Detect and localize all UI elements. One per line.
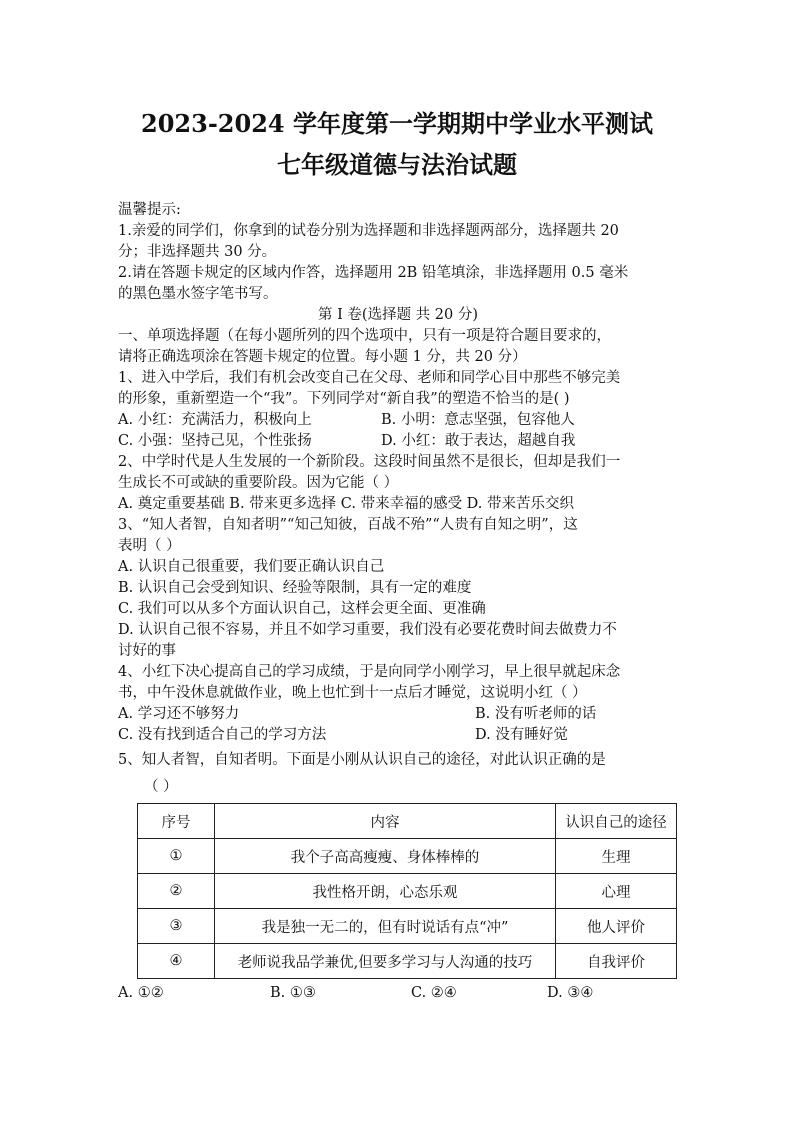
table-cell: 他人评价 <box>556 909 677 944</box>
table-row <box>138 909 677 944</box>
question-1-options <box>118 431 678 452</box>
question-4-options <box>118 704 678 725</box>
question-1-text: 的形象，重新塑造一个“我”。下列同学对“新自我”的塑造不恰当的是( ) <box>118 391 570 407</box>
option-a: A. 认识自己很重要，我们要正确认识自己 <box>118 559 385 575</box>
option-d: D. 没有睡好觉 <box>475 727 568 743</box>
option-b: B. 小明：意志坚强，包容他人 <box>381 412 575 428</box>
table-cell: 自我评价 <box>556 944 677 979</box>
question-5-text: 5、知人者智，自知者明。下面是小刚从认识自己的途径，对此认识正确的是 <box>118 752 606 768</box>
table-row <box>138 874 677 909</box>
section-instruction: 一、单项选择题（在每小题所列的四个选项中，只有一项是符合题目要求的， <box>118 328 611 344</box>
tips-line: 2.请在答题卡规定的区域内作答，选择题用 2B 铅笔填涂，非选择题用 0.5 毫米 <box>118 265 629 281</box>
table-header-cell: 认识自己的途径 <box>556 804 677 839</box>
option-d: D. ③④ <box>547 985 594 1001</box>
tips-heading: 温馨提示: <box>118 202 181 218</box>
exam-title: 2023-2024 学年度第一学期期中学业水平测试 <box>141 109 653 138</box>
tips-line: 1.亲爱的同学们，你拿到的试卷分别为选择题和非选择题两部分，选择题共 20 <box>118 223 619 239</box>
table-cell: ④ <box>138 944 215 979</box>
question-2-options: A. 奠定重要基础 B. 带来更多选择 C. 带来幸福的感受 D. 带来苦乐交织 <box>118 496 575 512</box>
question-5-options <box>118 985 678 1001</box>
table-cell: 老师说我品学兼优,但要多学习与人沟通的技巧 <box>215 944 556 979</box>
option-a: A. 小红：充满活力，积极向上 <box>118 412 312 428</box>
option-c: C. 没有找到适合自己的学习方法 <box>118 727 327 743</box>
question-4-options <box>118 725 678 746</box>
option-a: A. ①② <box>118 985 164 1001</box>
table-cell: 心理 <box>556 874 677 909</box>
option-b: B. 没有听老师的话 <box>475 706 597 722</box>
table-cell: 我是独一无二的，但有时说话有点“冲” <box>215 909 556 944</box>
question-5-table <box>137 803 677 979</box>
table-cell: 我个子高高瘦瘦、身体棒棒的 <box>215 839 556 874</box>
option-b: B. 认识自己会受到知识、经验等限制，具有一定的难度 <box>118 580 472 596</box>
exam-body <box>118 200 678 798</box>
table-cell: 我性格开朗，心态乐观 <box>215 874 556 909</box>
option-c: C. 我们可以从多个方面认识自己，这样会更全面、更准确 <box>118 601 486 617</box>
exam-subtitle: 七年级道德与法治试题 <box>277 150 517 179</box>
table-cell: ② <box>138 874 215 909</box>
question-1-text: 1、进入中学后，我们有机会改变自己在父母、老师和同学心目中那些不够完美 <box>118 370 621 386</box>
section-header: 第 I 卷(选择题 共 20 分) <box>317 307 479 323</box>
table-row <box>138 839 677 874</box>
option-d: D. 小红：敢于表达，超越自我 <box>381 433 576 449</box>
question-3-text: 表明（ ） <box>118 538 181 554</box>
question-2-text: 生成长不可或缺的重要阶段。因为它能（ ） <box>118 475 399 491</box>
table-header-cell: 内容 <box>215 804 556 839</box>
option-c: C. 小强：坚持己见，个性张扬 <box>118 433 312 449</box>
question-1-options <box>118 410 678 431</box>
table-header-cell: 序号 <box>138 804 215 839</box>
tips-line: 分；非选择题共 30 分。 <box>118 244 277 260</box>
option-c: C. ②④ <box>411 985 457 1001</box>
section-instruction: 请将正确选项涂在答题卡规定的位置。每小题 1 分，共 20 分） <box>118 349 527 365</box>
tips-line: 的黑色墨水签字笔书写。 <box>118 286 278 302</box>
table-header-row <box>138 804 677 839</box>
option-a: A. 学习还不够努力 <box>118 706 240 722</box>
question-2-text: 2、中学时代是人生发展的一个新阶段。这段时间虽然不是很长，但却是我们一 <box>118 454 621 470</box>
table-row <box>138 944 677 979</box>
table-cell: 生理 <box>556 839 677 874</box>
question-4-text: 书，中午没休息就做作业，晚上也忙到十一点后才睡觉，这说明小红（ ） <box>118 685 587 701</box>
option-d: D. 认识自己很不容易，并且不如学习重要，我们没有必要花费时间去做费力不 <box>118 622 617 638</box>
table-cell: ③ <box>138 909 215 944</box>
option-d-continued: 讨好的事 <box>118 643 176 659</box>
question-4-text: 4、小红下决心提高自己的学习成绩，于是向同学小刚学习，早上很早就起床念 <box>118 664 621 680</box>
option-b: B. ①③ <box>270 985 316 1001</box>
question-5-paren: （ ） <box>144 779 178 795</box>
question-3-text: 3、“知人者智，自知者明”“知己知彼，百战不殆”“人贵有自知之明”，这 <box>118 517 578 533</box>
table-cell: ① <box>138 839 215 874</box>
